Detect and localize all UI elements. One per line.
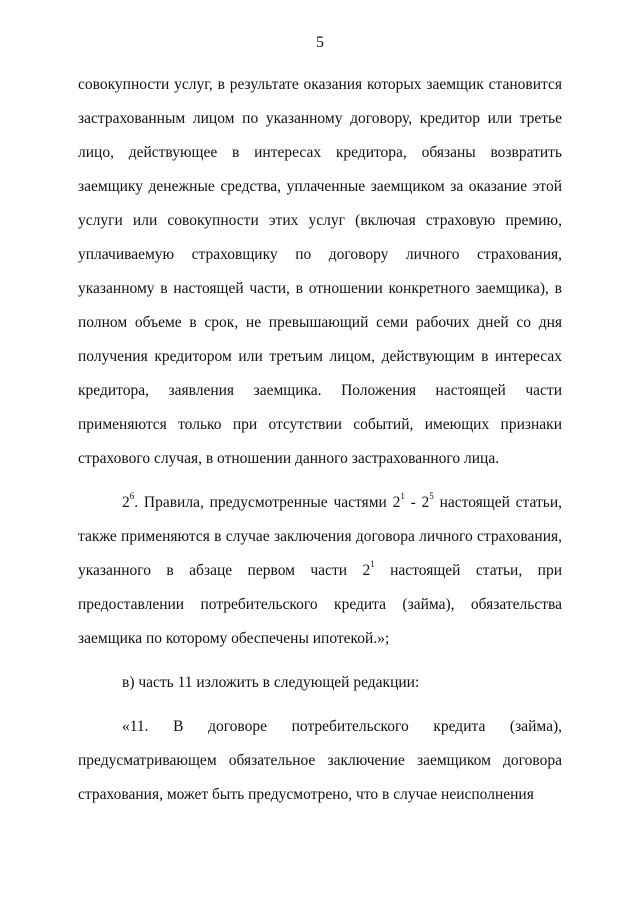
- paragraph-part-11: «11. В договоре потребительского кредита (займа), предусматривающем обязательное заключение заемщиком договора страхования, может быть предусмотрено, что в случае неисполнения: [78, 718, 562, 803]
- part-number: 2: [122, 494, 130, 511]
- paragraph-amendment-intro: в) часть 11 изложить в следующей редакции:: [122, 674, 420, 691]
- document-body: [78, 68, 562, 812]
- part-reference: 2: [421, 494, 430, 511]
- part-reference: 2: [392, 494, 401, 511]
- part-reference: 2: [362, 562, 371, 579]
- paragraph-continuation: совокупности услуг, в результате оказания которых заемщик становится застрахованным лицом по указанному договору, кредитор или третье лицо, действующее в интересах кредитора, обязаны возвратить заемщику денежные средства, уплаченные заемщиком за оказание этой услуги или совокупности этих услуг (включая страховую премию, уплачиваемую страховщику по договору личного страхования, указанному в настоящей части, в отношении конкретного заемщика), в полном объеме в срок, не превышающий семи рабочих дней со дня получения кредитором или третьим лицом, действующим в интересах кредитора, заявления заемщика. Положения настоящей части применяются только при отсутствии событий, имеющих признаки страхового случая, в отношении данного застрахованного лица.: [78, 76, 562, 467]
- part-reference-superscript: 1: [370, 558, 375, 569]
- range-dash: -: [404, 494, 422, 511]
- paragraph-part-2-6: [78, 486, 562, 656]
- part-reference-superscript: 1: [400, 490, 405, 501]
- paragraph-text: . Правила, предусмотренные частями: [134, 494, 393, 511]
- part-reference-superscript: 5: [429, 490, 434, 501]
- part-number-superscript: 6: [129, 490, 135, 501]
- page-number: 5: [316, 34, 324, 51]
- paragraph-text: настоящей статьи, также применяются в случае заключения договора личного страхования, указанного в абзаце первом части: [78, 494, 562, 579]
- paragraph-text: настоящей статьи, при предоставлении потребительского кредита (займа), обязательства заемщика по которому обеспечены ипотекой.»;: [78, 562, 562, 647]
